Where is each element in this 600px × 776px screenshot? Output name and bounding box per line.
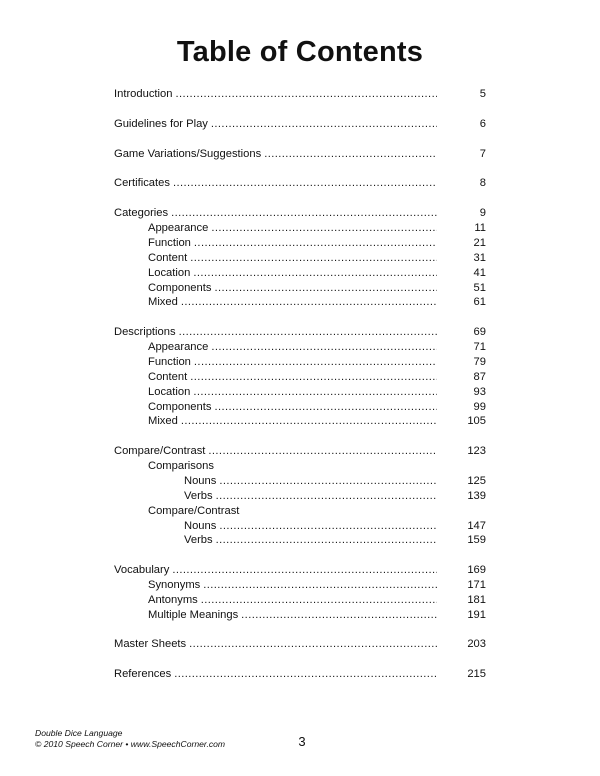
- toc-entry-label: Nouns: [184, 475, 217, 487]
- toc-entry-page-number: 169: [467, 564, 486, 576]
- toc-entry-page-number: 6: [479, 118, 486, 130]
- toc-entry-page-number: 99: [473, 401, 486, 413]
- toc-entry-page-number: 215: [467, 668, 486, 680]
- toc-dot-leader: [193, 266, 437, 281]
- toc-dot-leader: [173, 176, 437, 191]
- toc-entry[interactable]: [148, 385, 437, 400]
- toc-entry[interactable]: [114, 206, 437, 221]
- toc-entry-page-number: 69: [473, 326, 486, 338]
- toc-dot-leader: [214, 281, 437, 296]
- toc-entry-page-number: 61: [473, 296, 486, 308]
- toc-entry-page-number: 125: [467, 475, 486, 487]
- toc-entry[interactable]: [114, 176, 437, 191]
- toc-entry-page-number: 31: [473, 252, 486, 264]
- toc-dot-leader: [194, 355, 437, 370]
- toc-entry[interactable]: [148, 266, 437, 281]
- toc-entry[interactable]: [184, 533, 437, 548]
- toc-entry[interactable]: [148, 578, 437, 593]
- toc-entry[interactable]: [148, 236, 437, 251]
- toc-entry-page-number: 79: [473, 356, 486, 368]
- toc-entry-label: Mixed: [148, 415, 178, 427]
- toc-entry-page-number: 7: [479, 148, 486, 160]
- toc-entry[interactable]: [148, 370, 437, 385]
- toc-entry-label: Appearance: [148, 222, 209, 234]
- toc-entry[interactable]: [148, 504, 437, 519]
- toc-entry-label: Components: [148, 401, 212, 413]
- toc-entry-label: Synonyms: [148, 579, 201, 591]
- toc-entry[interactable]: [114, 444, 437, 459]
- toc-dot-leader: [264, 147, 437, 162]
- toc-entry[interactable]: [148, 295, 437, 310]
- toc-entry-label: Guidelines for Play: [114, 118, 208, 130]
- toc-entry-label: Function: [148, 237, 191, 249]
- toc-entry-label: Content: [148, 252, 188, 264]
- toc-dot-leader: [219, 519, 437, 534]
- toc-entry-page-number: 87: [473, 371, 486, 383]
- toc-dot-leader: [172, 563, 437, 578]
- toc-entry-label: Compare/Contrast: [114, 445, 206, 457]
- toc-entry-page-number: 5: [479, 88, 486, 100]
- toc-entry-label: Verbs: [184, 490, 213, 502]
- toc-entry-page-number: 147: [467, 520, 486, 532]
- toc-dot-leader: [181, 414, 437, 429]
- toc-entry[interactable]: [148, 281, 437, 296]
- toc-entry-label: Introduction: [114, 88, 173, 100]
- toc-dot-leader: [175, 87, 437, 102]
- toc-entry[interactable]: [148, 355, 437, 370]
- toc-entry[interactable]: [148, 414, 437, 429]
- toc-entry-label: Compare/Contrast: [148, 505, 240, 517]
- toc-entry[interactable]: [148, 608, 437, 623]
- footer-book-title: Double Dice Language: [35, 728, 123, 738]
- toc-entry-page-number: 9: [479, 207, 486, 219]
- footer-credits: [35, 728, 225, 750]
- toc-entry[interactable]: [114, 325, 437, 340]
- toc-entry-page-number: 181: [467, 594, 486, 606]
- toc-dot-leader: [171, 206, 437, 221]
- toc-entry[interactable]: [114, 147, 437, 162]
- toc-dot-leader: [179, 325, 437, 340]
- toc-entry-label: Comparisons: [148, 460, 214, 472]
- toc-dot-leader: [181, 295, 437, 310]
- toc-dot-leader: [214, 400, 437, 415]
- toc-entry-page-number: 171: [467, 579, 486, 591]
- toc-entry-page-number: 8: [479, 177, 486, 189]
- toc-entry-label: Certificates: [114, 177, 170, 189]
- toc-entry-label: Appearance: [148, 341, 209, 353]
- toc-entry-label: Content: [148, 371, 188, 383]
- toc-dot-leader: [216, 489, 437, 504]
- toc-entry-label: Function: [148, 356, 191, 368]
- toc-dot-leader: [208, 444, 437, 459]
- toc-entry[interactable]: [184, 489, 437, 504]
- toc-dot-leader: [241, 608, 437, 623]
- toc-entry[interactable]: [114, 87, 437, 102]
- toc-entry-label: Antonyms: [148, 594, 198, 606]
- toc-entry-label: Mixed: [148, 296, 178, 308]
- toc-entry-label: Game Variations/Suggestions: [114, 148, 262, 160]
- toc-entry-page-number: 71: [473, 341, 486, 353]
- toc-dot-leader: [174, 667, 437, 682]
- toc-entry[interactable]: [114, 117, 437, 132]
- toc-entry[interactable]: [148, 400, 437, 415]
- toc-entry-page-number: 159: [467, 534, 486, 546]
- toc-dot-leader: [211, 340, 437, 355]
- toc-entry-page-number: 123: [467, 445, 486, 457]
- toc-entry-label: Categories: [114, 207, 169, 219]
- toc-dot-leader: [201, 593, 437, 608]
- footer-page-number: 3: [298, 734, 306, 749]
- toc-entry[interactable]: [148, 251, 437, 266]
- toc-dot-leader: [194, 236, 437, 251]
- toc-entry[interactable]: [148, 221, 437, 236]
- toc-dot-leader: [211, 221, 437, 236]
- toc-entry-page-number: 203: [467, 638, 486, 650]
- toc-entry-page-number: 51: [473, 282, 486, 294]
- toc-entry-label: Master Sheets: [114, 638, 187, 650]
- toc-entry-label: Components: [148, 282, 212, 294]
- toc-entry-label: Location: [148, 386, 191, 398]
- toc-entry-page-number: 41: [473, 267, 486, 279]
- toc-entry-label: Vocabulary: [114, 564, 170, 576]
- toc-dot-leader: [189, 637, 437, 652]
- toc-entry-label: Nouns: [184, 520, 217, 532]
- toc-entry-label: References: [114, 668, 172, 680]
- page-title: Table of Contents: [176, 36, 424, 68]
- toc-entry-label: Descriptions: [114, 326, 176, 338]
- toc-entry-page-number: 105: [467, 415, 486, 427]
- toc-entry-label: Verbs: [184, 534, 213, 546]
- toc-dot-leader: [216, 533, 437, 548]
- toc-entry-page-number: 93: [473, 386, 486, 398]
- toc-entry-label: Location: [148, 267, 191, 279]
- toc-entry-page-number: 191: [467, 609, 486, 621]
- toc-entry-page-number: 139: [467, 490, 486, 502]
- toc-entry[interactable]: [148, 340, 437, 355]
- toc-dot-leader: [203, 578, 437, 593]
- toc-entry-page-number: 11: [474, 222, 486, 234]
- toc-entry[interactable]: [114, 637, 437, 652]
- footer-copyright: © 2010 Speech Corner • www.SpeechCorner.com: [35, 739, 226, 749]
- toc-entry[interactable]: [184, 519, 437, 534]
- toc-dot-leader: [211, 117, 437, 132]
- toc-dot-leader: [190, 370, 437, 385]
- toc-entry-label: Multiple Meanings: [148, 609, 239, 621]
- toc-entry-page-number: 21: [473, 237, 486, 249]
- toc-dot-leader: [193, 385, 437, 400]
- toc-entry[interactable]: [148, 459, 437, 474]
- toc-entry[interactable]: [114, 563, 437, 578]
- toc-dot-leader: [219, 474, 437, 489]
- toc-entry[interactable]: [114, 667, 437, 682]
- toc-entry[interactable]: [148, 593, 437, 608]
- toc-entry[interactable]: [184, 474, 437, 489]
- toc-dot-leader: [190, 251, 437, 266]
